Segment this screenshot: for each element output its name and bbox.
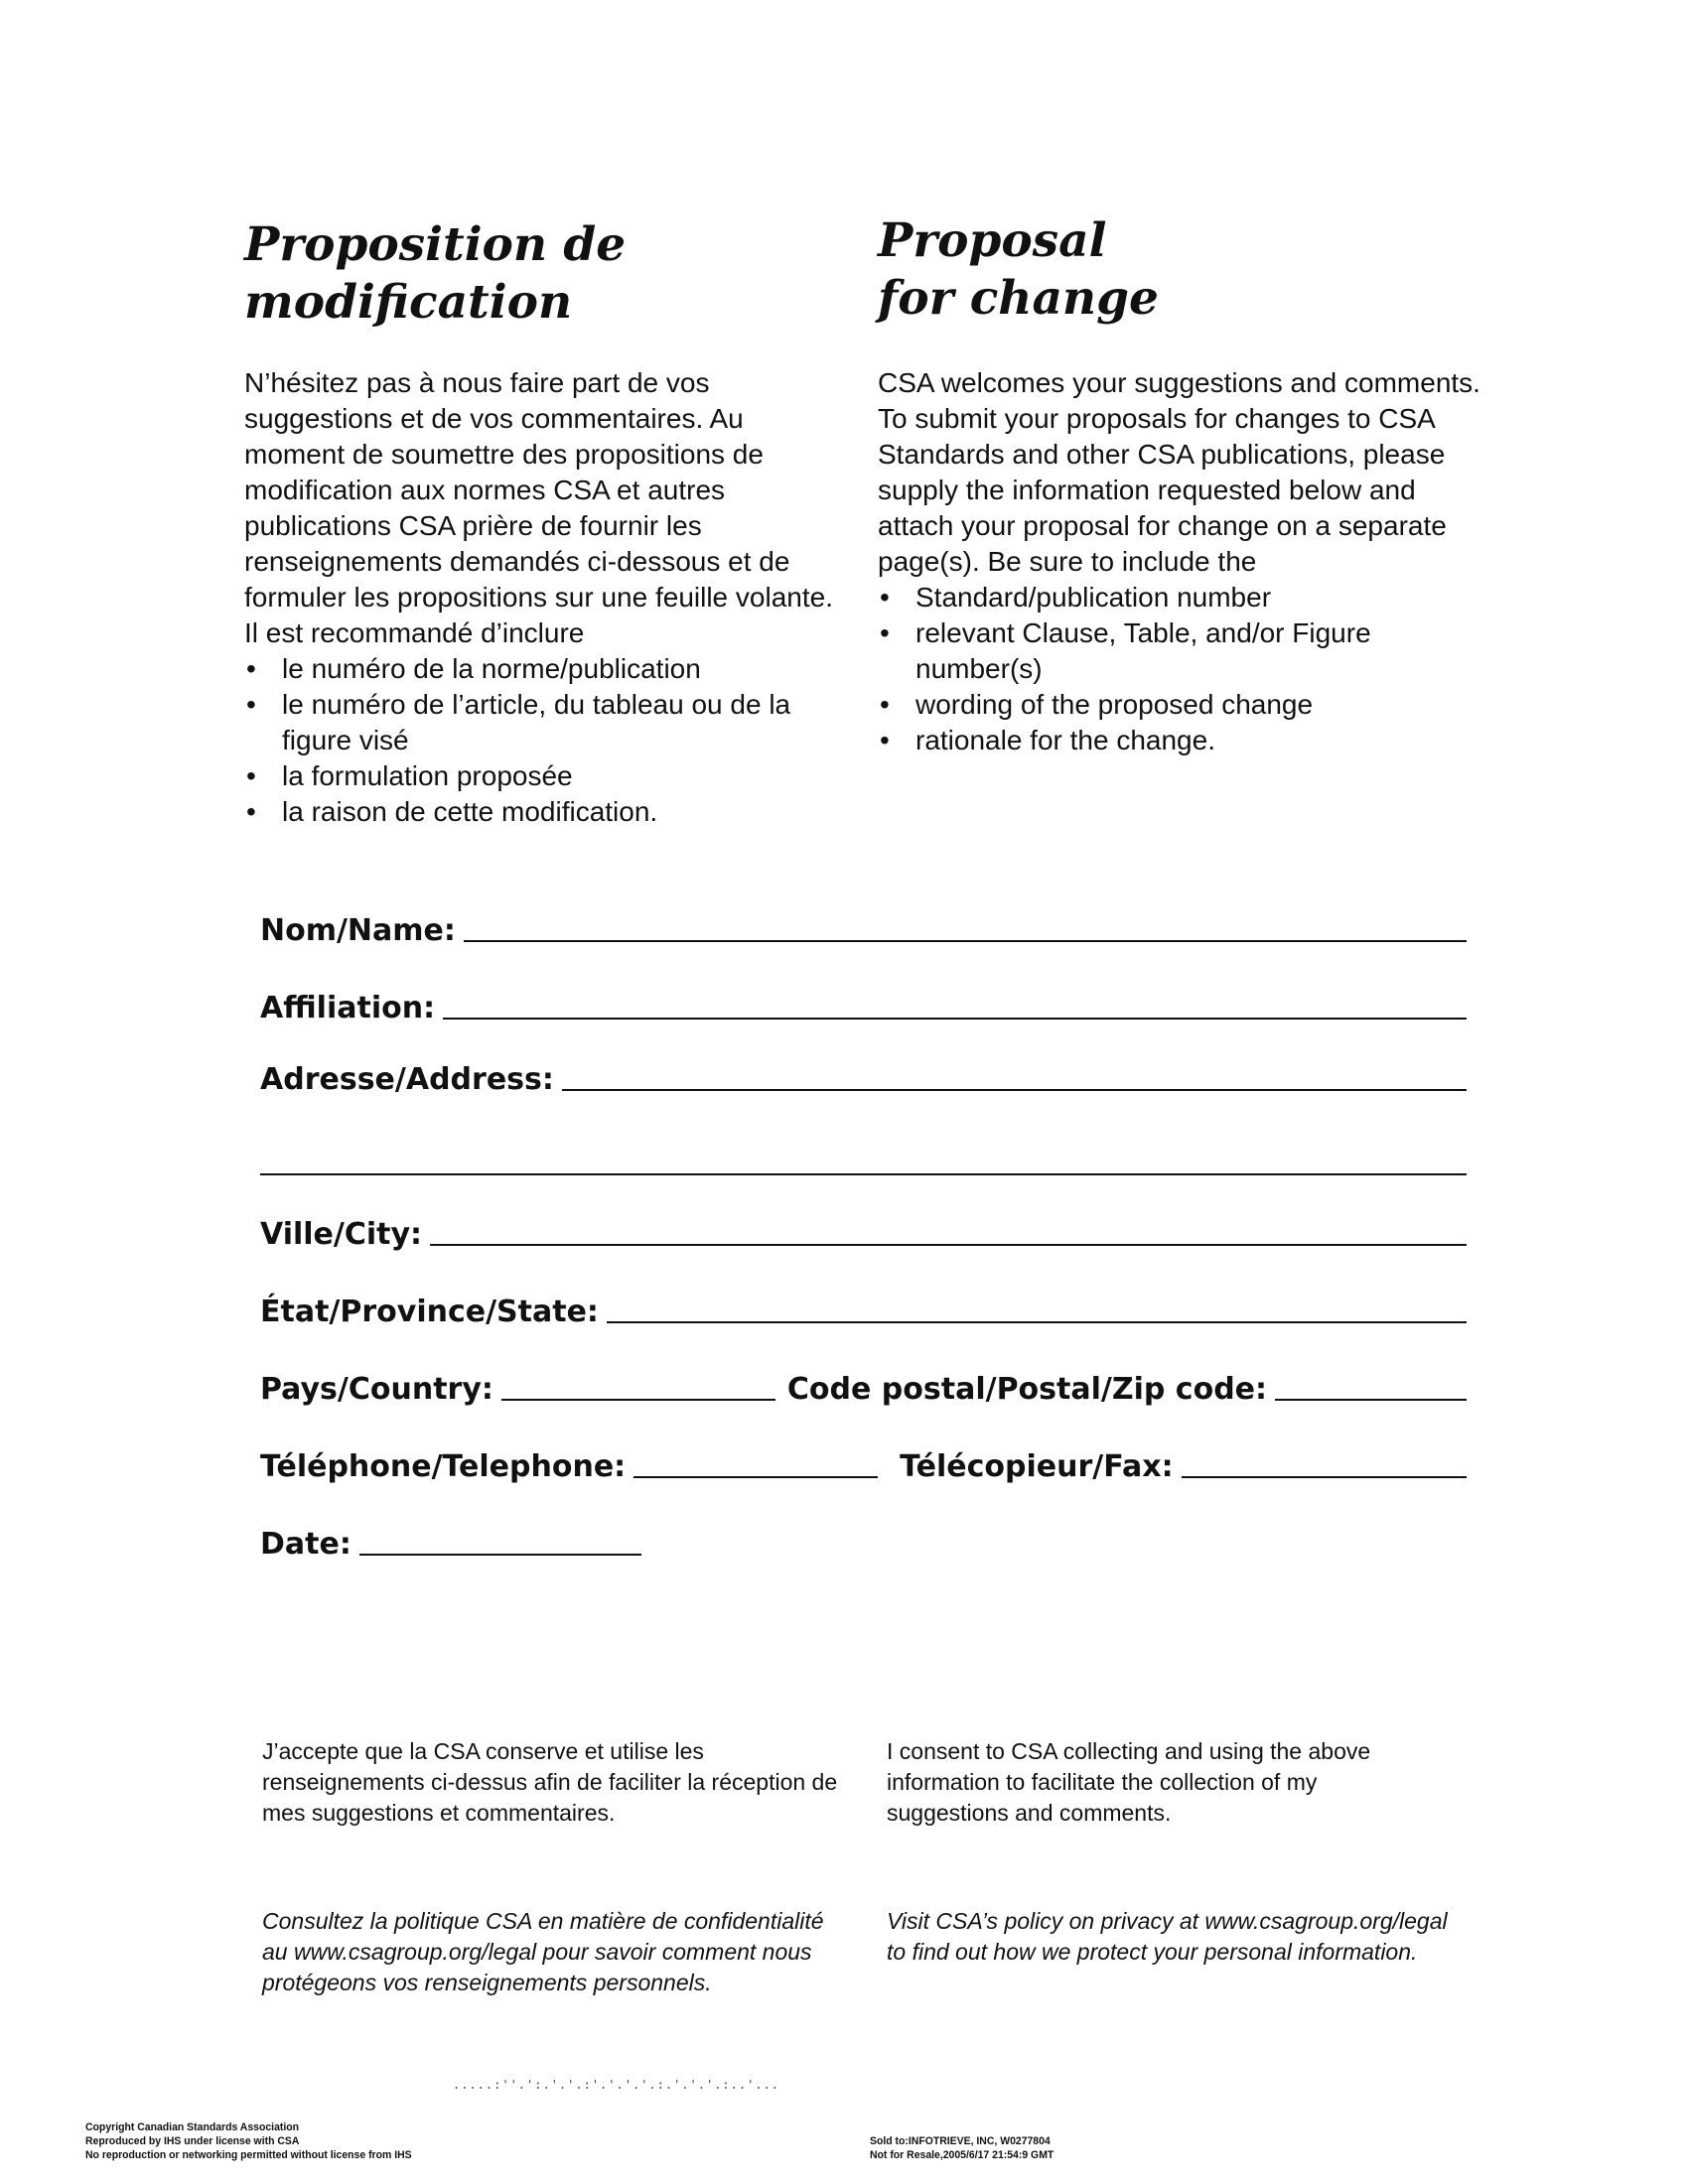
french-title-line2: modification — [244, 275, 573, 330]
copyright-line1: Copyright Canadian Standards Association — [85, 2121, 300, 2133]
country-field[interactable] — [501, 1398, 775, 1401]
copyright-line3: No reproduction or networking permitted without license from IHS — [85, 2149, 412, 2161]
city-row — [260, 1217, 1467, 1252]
state-label: État/Province/State: — [260, 1295, 599, 1329]
copyright-line2: Reproduced by IHS under license with CSA — [85, 2135, 300, 2147]
french-section — [244, 216, 850, 830]
telephone-label: Téléphone/Telephone: — [260, 1449, 627, 1484]
english-bullet: • rationale for the change. — [878, 723, 1493, 758]
city-label: Ville/City: — [260, 1217, 423, 1252]
state-field[interactable] — [607, 1320, 1467, 1323]
name-label: Nom/Name: — [260, 913, 456, 948]
english-intro: CSA welcomes your suggestions and comments. To submit your proposals for changes to CSA Standards and other CSA publications, please supply the information requested below and attach your proposal for change on a separate page(s). Be sure to include the — [878, 367, 1480, 577]
copyright-footer — [85, 2120, 412, 2162]
address-field-line2[interactable] — [260, 1173, 1467, 1175]
french-bullet: • la raison de cette modification. — [244, 794, 850, 830]
country-label: Pays/Country: — [260, 1372, 493, 1407]
english-title — [878, 212, 1493, 328]
fax-label: Télécopieur/Fax: — [900, 1449, 1174, 1484]
french-bullet: • la formulation proposée — [244, 758, 850, 794]
english-bullet: • wording of the proposed change — [878, 687, 1493, 723]
french-intro: N’hésitez pas à nous faire part de vos suggestions et de vos commentaires. Au moment de soumettre des propositions de modification aux normes CSA et autres publications CSA prière de fournir les renseignements demandés ci-dessous et de formuler les propositions sur une feuille volante. Il est recommandé d’inclure — [244, 367, 833, 648]
english-bullet: • Standard/publication number — [878, 580, 1493, 615]
english-bullet: • relevant Clause, Table, and/or Figure number(s) — [878, 615, 1493, 687]
phone-fax-row — [260, 1449, 1467, 1484]
address-label: Adresse/Address: — [260, 1062, 554, 1097]
english-section — [878, 212, 1493, 758]
french-title — [244, 216, 850, 332]
date-row — [260, 1527, 641, 1562]
english-title-line1: Proposal — [878, 213, 1107, 268]
name-field[interactable] — [464, 939, 1467, 942]
postal-code-field[interactable] — [1275, 1398, 1467, 1401]
address-row — [260, 1062, 1467, 1097]
scan-noise-dots: .....:''.':.'.'.:'.'.'.'.:.'.'.'.:..'... — [453, 2078, 779, 2092]
french-title-line1: Proposition de — [244, 217, 627, 272]
affiliation-field[interactable] — [443, 1017, 1467, 1020]
fax-field[interactable] — [1182, 1475, 1467, 1478]
sale-line2: Not for Resale,2005/6/17 21:54:9 GMT — [870, 2149, 1055, 2161]
address-field[interactable] — [562, 1088, 1467, 1091]
name-row — [260, 913, 1467, 948]
postal-code-label: Code postal/Postal/Zip code: — [786, 1372, 1268, 1407]
privacy-english: Visit CSA’s policy on privacy at www.csagroup.org/legal to find out how we protect your personal information. — [887, 1908, 1448, 1965]
english-title-line2: for change — [878, 271, 1159, 326]
consent-french: J’accepte que la CSA conserve et utilise les renseignements ci-dessus afin de faciliter la réception de mes suggestions et commentaires. — [262, 1738, 838, 1826]
telephone-field[interactable] — [633, 1475, 878, 1478]
english-bullet-list — [878, 580, 1493, 758]
date-field[interactable] — [359, 1553, 641, 1556]
state-row — [260, 1295, 1467, 1329]
sale-line1: Sold to:INFOTRIEVE, INC, W0277804 — [870, 2135, 1051, 2147]
affiliation-row — [260, 991, 1467, 1025]
french-bullet-list — [244, 651, 850, 830]
affiliation-label: Affiliation: — [260, 991, 436, 1025]
city-field[interactable] — [430, 1243, 1467, 1246]
privacy-french: Consultez la politique CSA en matière de confidentialité au www.csagroup.org/legal pour savoir comment nous protégeons vos renseignements personnels. — [262, 1908, 824, 1995]
french-bullet: • le numéro de la norme/publication — [244, 651, 850, 687]
consent-english: I consent to CSA collecting and using the above information to facilitate the collection of my suggestions and comments. — [887, 1738, 1371, 1826]
sale-footer — [870, 2134, 1054, 2162]
country-postal-row — [260, 1372, 1467, 1407]
date-label: Date: — [260, 1527, 352, 1562]
french-bullet: • le numéro de l’article, du tableau ou de la figure visé — [244, 687, 850, 758]
